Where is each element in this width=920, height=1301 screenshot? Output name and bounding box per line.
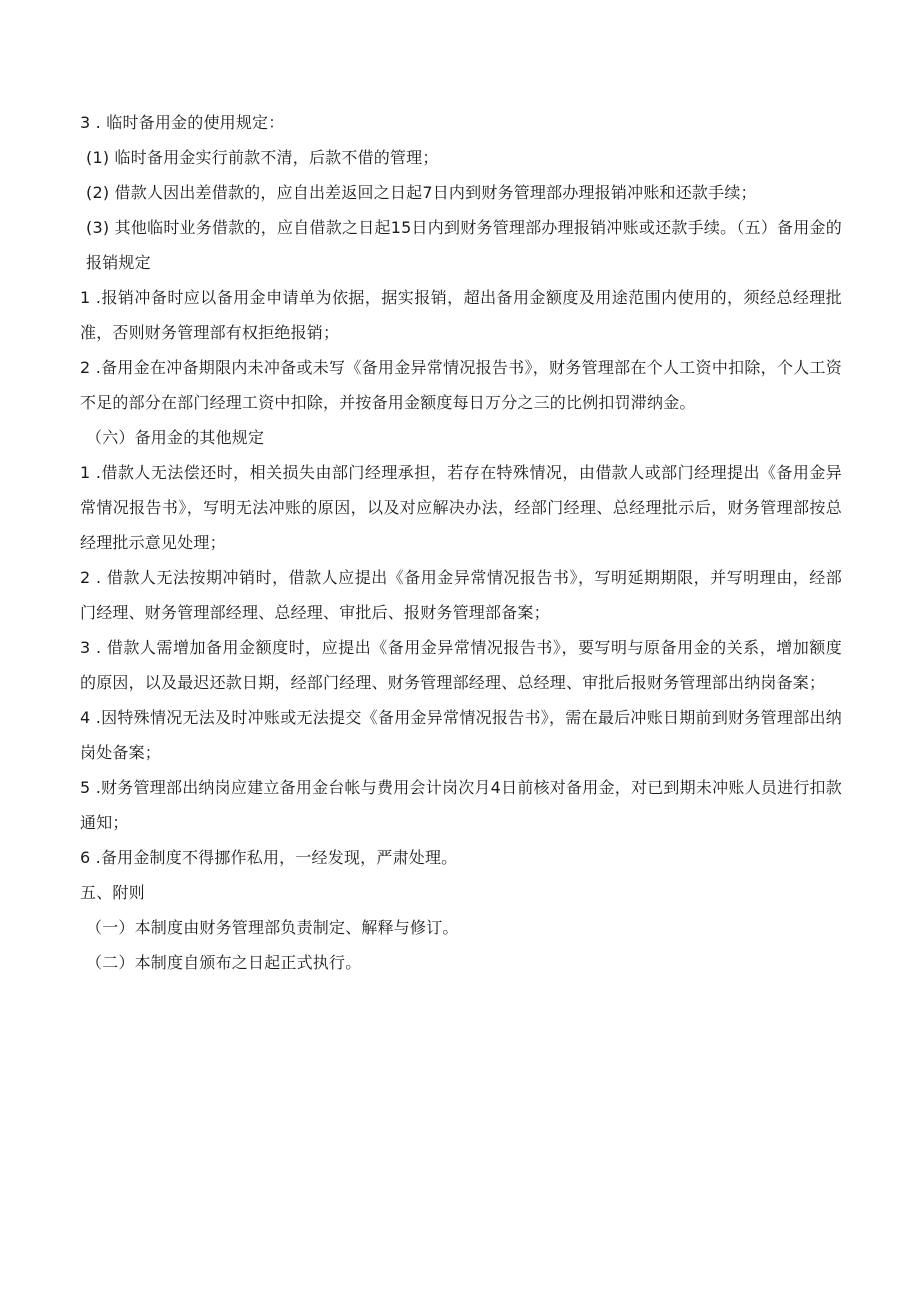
other-rule-3: 3 . 借款人需增加备用金额度时，应提出《备用金异常情况报告书》，要写明与原备用金的关系，增加额度的原因，以及最迟还款日期，经部门经理、财务管理部经理、总经理、审批后报财务管理部出纳岗备案；: [80, 638, 842, 692]
other-rule-1: 1 .借款人无法偿还时，相关损失由部门经理承担，若存在特殊情况，由借款人或部门经理提出《备用金异常情况报告书》，写明无法冲账的原因，以及对应解决办法，经部门经理、总经理批示后，财务管理部按总经理批示意见处理；: [80, 463, 842, 552]
clause-3-item-2: (2) 借款人因出差借款的，应自出差返回之日起7日内到财务管理部办理报销冲账和还款手续；: [86, 183, 757, 202]
other-rule-5: 5 .财务管理部出纳岗应建立备用金台帐与费用会计岗次月4日前核对备用金，对已到期未冲账人员进行扣款通知；: [80, 778, 842, 832]
other-rule-6: 6 .备用金制度不得挪作私用，一经发现，严肃处理。: [80, 848, 458, 867]
other-rule-2: 2 . 借款人无法按期冲销时，借款人应提出《备用金异常情况报告书》，写明延期期限，并写明理由，经部门经理、财务管理部经理、总经理、审批后、报财务管理部备案；: [80, 568, 842, 622]
other-rule-4: 4 .因特殊情况无法及时冲账或无法提交《备用金异常情况报告书》，需在最后冲账日期前到财务管理部出纳岗处备案；: [80, 708, 842, 762]
clause-3-heading: 3 . 临时备用金的使用规定：: [80, 113, 285, 132]
clause-3-item-3: (3) 其他临时业务借款的，应自借款之日起15日内到财务管理部办理报销冲账或还款手续。（五）备用金的报销规定: [86, 218, 842, 272]
reimbursement-rule-2: 2 .备用金在冲备期限内未冲备或未写《备用金异常情况报告书》，财务管理部在个人工资中扣除，个人工资不足的部分在部门经理工资中扣除，并按备用金额度每日万分之三的比例扣罚滞纳金。: [80, 358, 842, 412]
document-body: [80, 105, 842, 980]
reimbursement-rule-1: 1 .报销冲备时应以备用金申请单为依据，据实报销，超出备用金额度及用途范围内使用的，须经总经理批准，否则财务管理部有权拒绝报销；: [80, 288, 842, 342]
section-6-heading: （六）备用金的其他规定: [86, 428, 265, 447]
appendix-item-2: （二）本制度自颁布之日起正式执行。: [86, 953, 362, 972]
appendix-item-1: （一）本制度由财务管理部负责制定、解释与修订。: [86, 918, 459, 937]
clause-3-item-1: (1) 临时备用金实行前款不清，后款不借的管理；: [86, 148, 439, 167]
section-5-heading: 五、附则: [80, 883, 145, 902]
